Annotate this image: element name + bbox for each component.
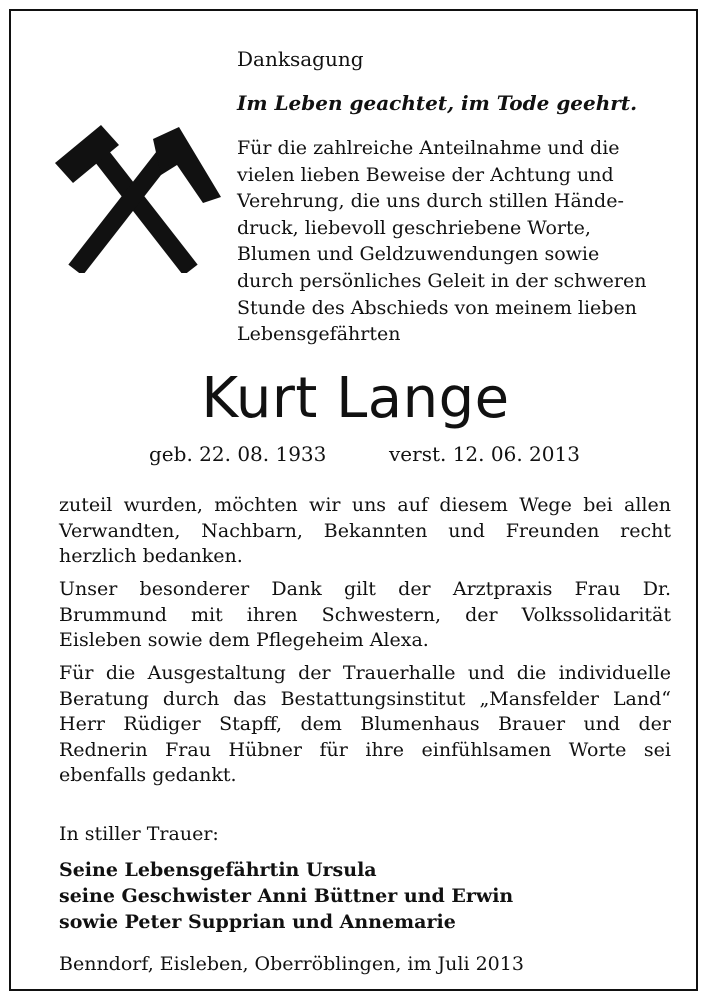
paragraph-line: Eisleben sowie dem Pflegeheim Alexa.	[59, 629, 429, 651]
family-line: Seine Lebensgefährtin Ursula	[59, 859, 377, 881]
family-line: sowie Peter Supprian und Annemarie	[59, 911, 456, 933]
deceased-name: Kurt Lange	[201, 366, 510, 431]
thanks-paragraph	[59, 493, 671, 570]
paragraph-line: Beratung durch das Bestattungsinstitut „Mansfelder Land“	[59, 687, 671, 710]
paragraph-line: herzlich bedanken.	[59, 545, 243, 567]
intro-line: druck, liebevoll geschriebene Worte,	[237, 216, 591, 239]
intro-line: Blumen und Geldzuwendungen sowie	[237, 243, 600, 266]
notice-motto: Im Leben geachtet, im Tode geehrt.	[237, 91, 638, 115]
death-date: verst. 12. 06. 2013	[389, 442, 580, 466]
special-thanks-paragraph	[59, 577, 671, 654]
paragraph-line: zuteil wurden, möchten wir uns auf diesem Wege bei allen	[59, 494, 671, 516]
notice-heading: Danksagung	[237, 47, 364, 71]
intro-line: vielen lieben Beweise der Achtung und	[237, 163, 614, 186]
paragraph-line: Für die Ausgestaltung der Trauerhalle und die individuelle	[59, 662, 671, 684]
intro-line: Verehrung, die uns durch stillen Hände-	[237, 190, 624, 213]
birth-date: geb. 22. 08. 1933	[149, 442, 327, 466]
paragraph-line: Brummund mit ihren Schwestern, der Volkssolidarität	[59, 603, 671, 626]
intro-line: Stunde des Abschieds von meinem lieben	[237, 296, 637, 319]
intro-line: durch persönliches Geleit in der schweren	[237, 269, 647, 292]
obituary-frame	[9, 9, 698, 991]
crossed-hammers-icon	[53, 123, 223, 273]
paragraph-line: Rednerin Frau Hübner für ihre einfühlsamen Worte sei	[59, 738, 671, 761]
family-line: seine Geschwister Anni Büttner und Erwin	[59, 885, 514, 907]
family-signature	[59, 857, 513, 935]
paragraph-line: Unser besonderer Dank gilt der Arztpraxis Frau Dr.	[59, 578, 671, 600]
mourning-label: In stiller Trauer:	[59, 823, 219, 845]
intro-text	[237, 135, 673, 348]
intro-line: Lebensgefährten	[237, 323, 401, 346]
paragraph-line: Herr Rüdiger Stapff, dem Blumenhaus Brauer und der	[59, 713, 671, 735]
paragraph-line: Verwandten, Nachbarn, Bekannten und Freunden recht	[59, 519, 671, 542]
ceremony-thanks-paragraph	[59, 661, 671, 789]
paragraph-line: ebenfalls gedankt.	[59, 764, 237, 786]
intro-line: Für die zahlreiche Anteilnahme und die	[237, 137, 620, 159]
place-date: Benndorf, Eisleben, Oberröblingen, im Juli 2013	[59, 953, 524, 975]
